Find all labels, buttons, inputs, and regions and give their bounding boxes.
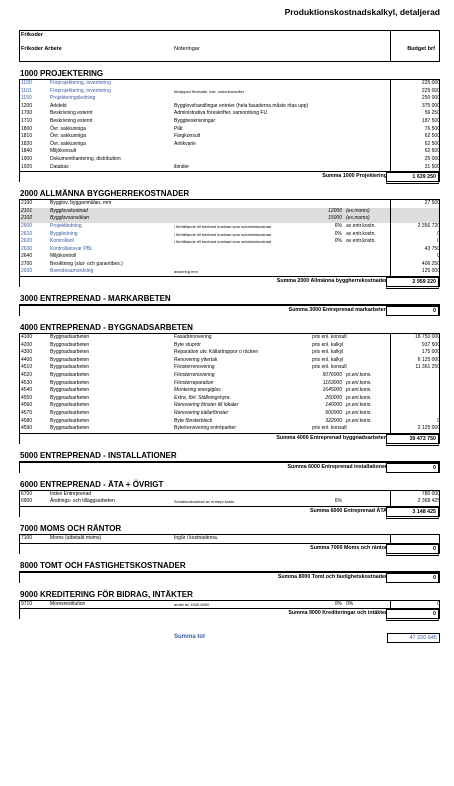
table-row xyxy=(20,223,439,231)
section-sum xyxy=(20,543,439,554)
row-quantity: 260000 xyxy=(325,394,342,401)
table-row xyxy=(20,246,439,254)
row-unit: pr.enl.kons. xyxy=(346,372,372,379)
table-row xyxy=(20,231,439,239)
table-row xyxy=(20,357,439,365)
row-name: Byggnadsarbeten xyxy=(50,394,90,401)
row-code: 2630 xyxy=(21,245,33,252)
row-code: 2101 xyxy=(21,207,33,214)
header-frikoder: Frikoder xyxy=(21,32,44,38)
row-name: Byggnadsarbeten xyxy=(50,425,90,432)
table-row xyxy=(20,334,439,342)
section-sum-value: 0 xyxy=(386,573,439,583)
row-code: 4400 xyxy=(21,356,33,363)
row-code: 6900 xyxy=(21,498,33,505)
row-name: Byggledning xyxy=(50,230,78,237)
table-row xyxy=(20,395,439,403)
section-sum-value: 1 639 250 xyxy=(386,172,439,184)
row-amount xyxy=(390,395,442,403)
section-sum-label: Summa 1000 Projektering xyxy=(322,173,387,180)
section-sum-label: Summa 8000 Tomt och fastighetskostnader xyxy=(277,573,387,580)
row-name: Projektledning xyxy=(50,222,82,229)
row-note: Byte fönsterbleck xyxy=(174,417,213,424)
table-row xyxy=(20,200,439,208)
section-sum-label: Summa 9000 Krediteringar och intäkter xyxy=(288,610,387,617)
row-code: 4200 xyxy=(21,341,33,348)
row-note: Ingår i kostnaderna. xyxy=(174,534,219,541)
sections-container xyxy=(19,68,440,619)
row-note: Fönsterrenovering xyxy=(174,364,215,371)
row-note: Reparation utv. Källartrappor o räcken xyxy=(174,349,259,356)
row-code: 6700 xyxy=(21,490,33,497)
section-rows xyxy=(19,600,440,620)
row-note: Fasadrenovering xyxy=(174,334,212,341)
table-row xyxy=(20,402,439,410)
row-amount: 0 xyxy=(390,418,442,426)
section-sum-value: 2 959 220 xyxy=(386,277,439,289)
table-row xyxy=(20,261,439,269)
row-code: 1820 xyxy=(21,140,33,147)
row-code: 2600 xyxy=(21,222,33,229)
row-name: Byggnadsarbeten xyxy=(50,402,90,409)
section xyxy=(19,322,440,444)
row-name: Övr. sakkunniga xyxy=(50,125,86,132)
row-name: Ändrings- och tilläggsarbeten xyxy=(50,498,115,505)
row-code: 1101 xyxy=(21,87,32,94)
row-unit: pr.enl.kons. xyxy=(346,379,372,386)
row-amount: 2 356 720 xyxy=(390,223,442,231)
row-unit: 0% xyxy=(346,600,354,607)
section xyxy=(19,560,440,583)
row-name: Projekteringsledning xyxy=(50,95,96,102)
row-unit: (ex.moms) xyxy=(346,207,370,214)
section-title: 7000 MOMS OCH RÄNTOR xyxy=(20,523,122,533)
row-name: Bygglov, bygganmälan, mm xyxy=(50,200,112,207)
row-name: Byggnadsarbeten xyxy=(50,417,90,424)
section-sum-value: 0 xyxy=(386,306,439,316)
row-quantity: 322000 xyxy=(325,417,342,424)
row-unit: av entr.kostn. xyxy=(346,222,376,229)
row-unit: pr.enl.kons. xyxy=(346,410,372,416)
row-note: avisering mm xyxy=(174,269,198,275)
section-title: 2000 ALLMÄNNA BYGGHERREKOSTNADER xyxy=(20,189,190,199)
row-name: Moms (utbetald moms) xyxy=(50,534,102,541)
row-quantity: pris enl. kalkyl xyxy=(312,341,344,348)
section-title: 8000 TOMT OCH FASTIGHETSKOSTNADER xyxy=(20,560,186,570)
section xyxy=(19,450,440,473)
section-title: 5000 ENTREPRENAD - INSTALLATIONER xyxy=(20,450,177,460)
row-amount: 0 xyxy=(390,253,442,261)
table-row xyxy=(20,110,439,118)
section-title: 1000 PROJEKTERING xyxy=(20,69,104,78)
table-row xyxy=(20,215,439,223)
row-unit: av entr.kostn. xyxy=(346,230,376,237)
row-code: 9710 xyxy=(21,600,33,607)
row-code: 2640 xyxy=(21,253,33,260)
row-unit: pr.enl.kons. xyxy=(346,417,372,424)
row-name: Byggnadsarbeten xyxy=(50,387,90,394)
table-row xyxy=(20,238,439,246)
table-row xyxy=(20,372,439,380)
section-rows xyxy=(19,490,440,517)
table-row xyxy=(20,364,439,372)
row-amount: 27 500 xyxy=(390,200,442,208)
row-quantity: pris enl. kalkyl xyxy=(312,356,344,363)
table-row xyxy=(20,535,439,543)
row-unit: (ex.moms) xyxy=(346,215,370,222)
table-row xyxy=(20,253,439,261)
row-quantity: pris enl. konsult xyxy=(312,425,347,432)
header-noteringar: Noteringar xyxy=(174,46,200,52)
table-row xyxy=(20,103,439,111)
row-note: Schablonkostnad av entrepr.kostn. xyxy=(174,499,236,505)
row-amount: 11 361 250 xyxy=(390,364,442,372)
row-amount: 0 xyxy=(390,238,442,246)
table-row xyxy=(20,410,439,418)
row-amount: 780 000 xyxy=(390,491,442,499)
row-note: Antikvarie xyxy=(174,140,196,147)
table-row xyxy=(20,387,439,395)
row-unit: pr.enl.kons. xyxy=(346,394,372,401)
table-row xyxy=(20,133,439,141)
row-name: Arkitekt xyxy=(50,102,67,109)
row-amount: 250 000 xyxy=(390,95,442,103)
row-amount: 125 000 xyxy=(390,268,442,276)
row-note: i förhållande till bedömd kostnad som schablonkostnad xyxy=(174,223,272,229)
row-quantity: 15000 xyxy=(328,215,342,222)
row-name: Förprojektering, inventering xyxy=(50,87,111,94)
row-name: Byggnadsarbeten xyxy=(50,364,90,371)
header-divider xyxy=(390,31,391,61)
row-note: Extra, förl. Ställningshyra xyxy=(174,394,230,401)
row-amount: 406 250 xyxy=(390,261,442,269)
row-quantity: 600000 xyxy=(325,410,342,416)
header-budget: Budget brf xyxy=(407,46,435,52)
section-rows xyxy=(19,199,440,287)
row-name: Miljökontroll xyxy=(50,253,77,260)
row-note: andel av 1000-6000 xyxy=(174,601,210,607)
row-code: 1840 xyxy=(21,148,33,155)
row-code: 2620 xyxy=(21,238,33,245)
row-name: Byggnadsarbeten xyxy=(50,379,90,386)
row-note: Administrativa föreskrifter, samordning FU xyxy=(174,110,268,117)
row-code: 2930 xyxy=(21,268,33,275)
section-sum xyxy=(20,433,439,444)
row-amount: 375 000 xyxy=(390,103,442,111)
row-name: Momsrestitution xyxy=(50,600,86,607)
row-unit: av entr.kostn. xyxy=(346,238,376,245)
row-amount: 2 125 000 xyxy=(390,425,442,433)
table-row xyxy=(20,118,439,126)
row-code: 2700 xyxy=(21,260,33,267)
grand-total-label: Summa tot xyxy=(174,634,206,640)
row-name: Byggnadsarbeten xyxy=(50,349,90,356)
section-rows xyxy=(19,571,440,583)
grand-total-value: 47 220 645 xyxy=(387,633,440,643)
row-name: Kontrollansvar PBL xyxy=(50,245,93,252)
table-header xyxy=(19,30,440,62)
section-sum xyxy=(20,572,439,583)
row-code: 4570 xyxy=(21,410,33,416)
row-amount: 56 250 xyxy=(390,110,442,118)
section-rows xyxy=(19,534,440,554)
row-amount xyxy=(390,380,442,388)
row-amount: 187 500 xyxy=(390,118,442,126)
row-note: fördjupad förstudie, inkl. underkonsulter xyxy=(174,88,245,94)
section-rows xyxy=(19,79,440,182)
row-code: 1800 xyxy=(21,125,33,132)
table-row xyxy=(20,342,439,350)
section-sum-value: 0 xyxy=(386,609,439,621)
row-name: Databas xyxy=(50,163,69,170)
section-sum-label: Summa 6000 Entreprenad installationer xyxy=(287,463,387,470)
section-sum-label: Summa 2000 Allmänna byggherrekostnader xyxy=(276,278,387,285)
row-amount: 76 500 xyxy=(390,126,442,134)
table-row xyxy=(20,380,439,388)
row-note: Byte/renovering entrépartier xyxy=(174,425,236,432)
row-note: i förhållande till bedömd kostnad som schablonkostnad xyxy=(174,231,272,237)
row-amount: 0 xyxy=(390,601,442,609)
row-name: Byggnadsarbeten xyxy=(50,334,90,341)
row-note: i förhållande till bedömd kostnad som schablonkostnad xyxy=(174,239,272,245)
row-code: 2610 xyxy=(21,230,33,237)
row-note: Färgkonsult xyxy=(174,133,201,140)
row-name: Byggnadsarbeten xyxy=(50,356,90,363)
row-note: Bygglovshandlingar entréer (hela fasaderna måste ritas upp) xyxy=(174,102,309,109)
table-row xyxy=(20,268,439,276)
row-name: Beskrivning externt xyxy=(50,117,93,124)
row-quantity: pris enl. konsult xyxy=(312,334,347,341)
row-name: Bygglovskostnad xyxy=(50,207,88,214)
section-sum xyxy=(20,608,439,619)
row-note: Montering energiglas xyxy=(174,387,221,394)
row-note: Fönsterreparation xyxy=(174,379,214,386)
row-note: Byggbeskrivningar xyxy=(174,117,216,124)
page-title: Produktionskostnadskalkyl, detaljerad xyxy=(284,7,440,17)
section-sum-value: 3 148 425 xyxy=(386,507,439,519)
row-code: 4580 xyxy=(21,417,33,424)
row-name: Besiktning (slut- och garantibes.) xyxy=(50,260,123,267)
row-amount: 31 500 xyxy=(390,164,442,172)
row-unit: pr.enl.kons. xyxy=(346,402,372,409)
row-amount xyxy=(390,387,442,395)
row-name: Förprojektering, inventering xyxy=(50,80,111,86)
row-code: 1200 xyxy=(21,102,33,109)
table-row xyxy=(20,208,439,216)
row-note: Plåt xyxy=(174,125,183,132)
row-amount xyxy=(390,410,442,418)
row-amount: 62 500 xyxy=(390,133,442,141)
section xyxy=(19,188,440,287)
table-row xyxy=(20,425,439,433)
row-name: Byggnadsarbeten xyxy=(50,341,90,348)
row-quantity: 0% xyxy=(334,230,342,237)
table-row xyxy=(20,95,439,103)
row-code: 2102 xyxy=(21,215,33,222)
section-title: 9000 KREDITERING FÖR BIDRAG, INTÄKTER xyxy=(20,589,193,599)
row-amount xyxy=(390,535,442,543)
row-code: 4300 xyxy=(21,349,33,356)
table-row xyxy=(20,141,439,149)
row-code: 1150 xyxy=(21,95,32,102)
section xyxy=(19,523,440,554)
table-row xyxy=(20,418,439,426)
section-sum-label: Summa 6000 Entreprenad ÄTA xyxy=(309,507,387,514)
table-row xyxy=(20,80,439,88)
row-name: Bygglovsansökan xyxy=(50,215,90,222)
row-amount xyxy=(390,402,442,410)
row-name: Övr. sakkunniga xyxy=(50,133,86,140)
section-sum xyxy=(20,276,439,287)
row-note: Renovering källarfönster xyxy=(174,410,229,416)
row-code: 4590 xyxy=(21,425,33,432)
row-name: Boendesamordning xyxy=(50,268,94,275)
row-code: 1810 xyxy=(21,133,33,140)
row-note: Renovering yttertak xyxy=(174,356,218,363)
budget-sheet xyxy=(19,30,440,619)
row-name: Byggnadsarbeten xyxy=(50,372,90,379)
row-amount: 225 000 xyxy=(390,80,442,88)
section-rows xyxy=(19,461,440,473)
row-note: Byte stuprör xyxy=(174,341,201,348)
row-quantity: 0% xyxy=(334,238,342,245)
section-title: 6000 ENTREPRENAD - ÄTA + ÖVRIGT xyxy=(20,479,164,489)
row-code: 4530 xyxy=(21,379,33,386)
row-quantity: 140000 xyxy=(325,402,342,409)
section-rows xyxy=(19,333,440,444)
row-name: Övr. sakkunniga xyxy=(50,140,86,147)
row-amount: 6 125 000 xyxy=(390,357,442,365)
row-code: 1100 xyxy=(21,80,32,86)
section-sum-value: 0 xyxy=(386,544,439,556)
row-amount: 62 500 xyxy=(390,141,442,149)
row-note: Renovering fönster till lokaler xyxy=(174,402,239,409)
section-sum-label: Summa 3000 Entreprenad markarbeten xyxy=(288,307,387,314)
row-amount xyxy=(390,208,442,216)
table-row xyxy=(20,156,439,164)
header-frikoder-arbete: Frikoder Arbete xyxy=(21,46,62,52)
row-quantity: 1645000 xyxy=(322,387,342,394)
row-amount: 62 500 xyxy=(390,148,442,156)
row-code: 1700 xyxy=(21,110,33,117)
row-quantity: 0% xyxy=(334,600,342,607)
row-amount xyxy=(390,215,442,223)
section-sum-label: Summa 4000 Entreprenad byggnadsarbeten xyxy=(276,434,387,441)
table-row xyxy=(20,88,439,96)
row-name: Kontrollant xyxy=(50,238,74,245)
table-row xyxy=(20,498,439,506)
row-name: Byggnadsarbeten xyxy=(50,410,90,416)
row-code: 4540 xyxy=(21,387,33,394)
section-title: 3000 ENTREPRENAD - MARKARBETEN xyxy=(20,294,171,304)
row-quantity: 12000 xyxy=(328,207,342,214)
row-quantity: 6% xyxy=(334,498,342,505)
row-amount: 2 368 425 xyxy=(390,498,442,506)
row-quantity: 5076000 xyxy=(322,372,342,379)
row-code: 4550 xyxy=(21,394,33,401)
row-code: 4510 xyxy=(21,364,33,371)
row-note: Fönsterrenovering xyxy=(174,372,215,379)
row-quantity: 6% xyxy=(334,222,342,229)
row-code: 4100 xyxy=(21,334,33,341)
section-sum-value: 39 473 750 xyxy=(386,434,439,446)
table-row xyxy=(20,164,439,172)
row-note: ibinder xyxy=(174,163,190,170)
table-row xyxy=(20,148,439,156)
row-amount: 0 xyxy=(390,231,442,239)
section xyxy=(19,479,440,517)
row-name: Index Entreprenad xyxy=(50,490,92,497)
section-sum-label: Summa 7000 Moms och räntor xyxy=(310,544,387,551)
section xyxy=(19,293,440,316)
row-code: 4560 xyxy=(21,402,33,409)
row-amount: 18 750 000 xyxy=(390,334,442,342)
row-code: 2100 xyxy=(21,200,33,207)
row-quantity: 1163000 xyxy=(322,379,342,386)
grand-total xyxy=(19,633,440,643)
section-sum xyxy=(20,171,439,182)
row-amount: 25 000 xyxy=(390,156,442,164)
section-sum-value: 0 xyxy=(386,463,439,473)
row-name: Beskrivning externt xyxy=(50,110,93,117)
section xyxy=(19,68,440,182)
row-name: Miljökonsult xyxy=(50,148,77,155)
table-row xyxy=(20,601,439,609)
row-amount: 43 750 xyxy=(390,246,442,254)
row-quantity: pris enl. kalkyl xyxy=(312,349,344,356)
row-code: 4520 xyxy=(21,372,33,379)
row-name: Dokumenthantering, distribution xyxy=(50,155,121,162)
section-sum xyxy=(20,506,439,517)
section-sum xyxy=(20,305,439,316)
row-code: 1920 xyxy=(21,163,33,170)
row-amount xyxy=(390,372,442,380)
row-quantity: pris enl. konsult xyxy=(312,364,347,371)
row-code: 1900 xyxy=(21,155,33,162)
row-amount: 175 000 xyxy=(390,349,442,357)
row-amount: 937 500 xyxy=(390,342,442,350)
section-sum xyxy=(20,462,439,473)
row-amount: 225 000 xyxy=(390,88,442,96)
row-code: 7100 xyxy=(21,534,33,541)
section-rows xyxy=(19,304,440,316)
row-unit: pr.enl.kons. xyxy=(346,387,372,394)
section-title: 4000 ENTREPRENAD - BYGGNADSARBETEN xyxy=(20,323,193,333)
section xyxy=(19,589,440,620)
table-row xyxy=(20,349,439,357)
row-code: 1710 xyxy=(21,117,33,124)
